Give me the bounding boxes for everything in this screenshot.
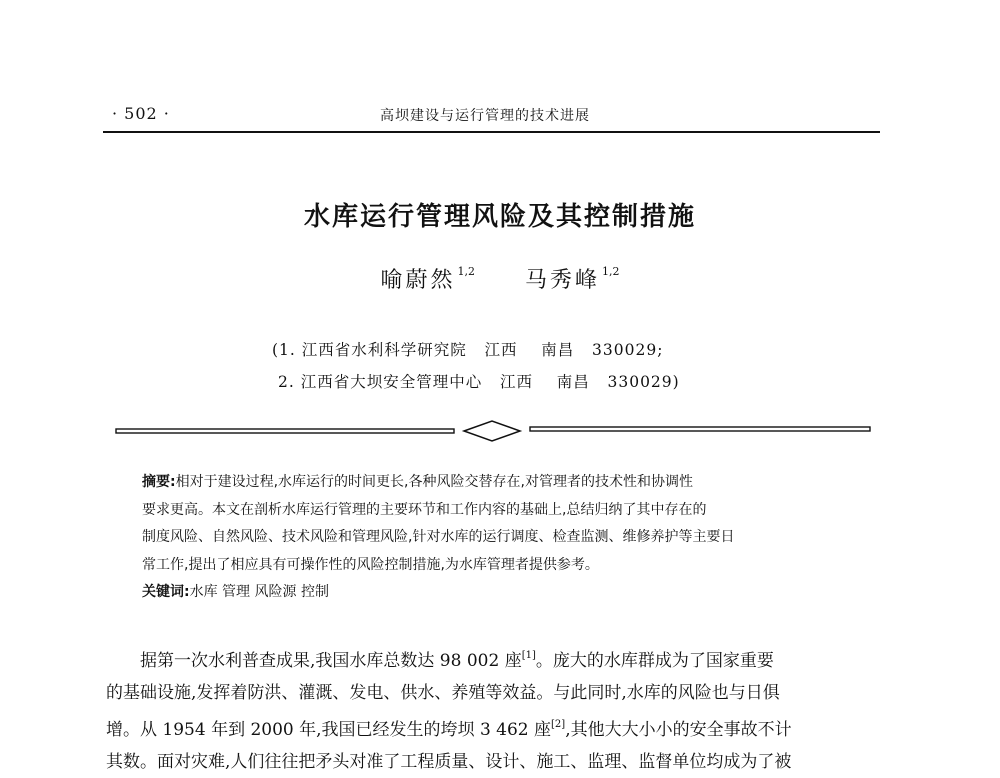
running-title: 高坝建设与运行管理的技术进展 (380, 108, 590, 124)
citation-ref: [1] (521, 650, 536, 661)
author-name: 马秀峰 (525, 268, 601, 293)
author-name: 喻蔚然 (380, 268, 456, 293)
abstract-line: 常工作,提出了相应具有可操作性的风险控制措施,为水库管理者提供参考。 (142, 556, 599, 573)
affiliation-line: 2. 江西省大坝安全管理中心 江西 南昌 330029) (278, 373, 680, 391)
body-paragraph (106, 640, 884, 778)
body-text-run: 。庞大的水库群成为了国家重要 (535, 651, 774, 671)
page-number: · 502 · (112, 104, 170, 123)
abstract-label: 摘要: (142, 474, 176, 490)
keywords: 水库 管理 风险源 控制 (189, 584, 329, 600)
header-rule (103, 131, 880, 133)
article-title: 水库运行管理风险及其控制措施 (303, 202, 696, 232)
body-text-run: 据第一次水利普查成果,我国水库总数达 98 002 座 (140, 651, 522, 671)
abstract-line: 要求更高。本文在剖析水库运行管理的主要环节和工作内容的基础上,总结归纳了其中存在的 (142, 501, 707, 518)
author-affil-mark: 1,2 (602, 265, 620, 278)
citation-ref: [2] (551, 719, 566, 730)
abstract-line: 相对于建设过程,水库运行的时间更长,各种风险交替存在,对管理者的技术性和协调性 (175, 474, 693, 490)
affiliation-line: (1. 江西省水利科学研究院 江西 南昌 330029; (272, 341, 664, 359)
abstract (142, 469, 842, 607)
author-list (0, 263, 1000, 294)
body-text-run: 增。从 1954 年到 2000 年,我国已经发生的垮坝 3 462 座 (106, 720, 552, 740)
author-affil-mark: 1,2 (457, 265, 475, 278)
body-text-run: ,其他大大小小的安全事故不计 (565, 720, 792, 740)
abstract-line: 制度风险、自然风险、技术风险和管理风险,针对水库的运行调度、检查监测、维修养护等主要日 (142, 529, 735, 545)
ornament-divider (110, 418, 880, 442)
body-line: 其数。面对灾难,人们往往把矛头对准了工程质量、设计、施工、监理、监督单位均成为了被 (106, 752, 792, 772)
body-line: 的基础设施,发挥着防洪、灌溉、发电、供水、养殖等效益。与此同时,水库的风险也与日俱 (106, 683, 780, 703)
keywords-label: 关键词: (142, 584, 190, 600)
